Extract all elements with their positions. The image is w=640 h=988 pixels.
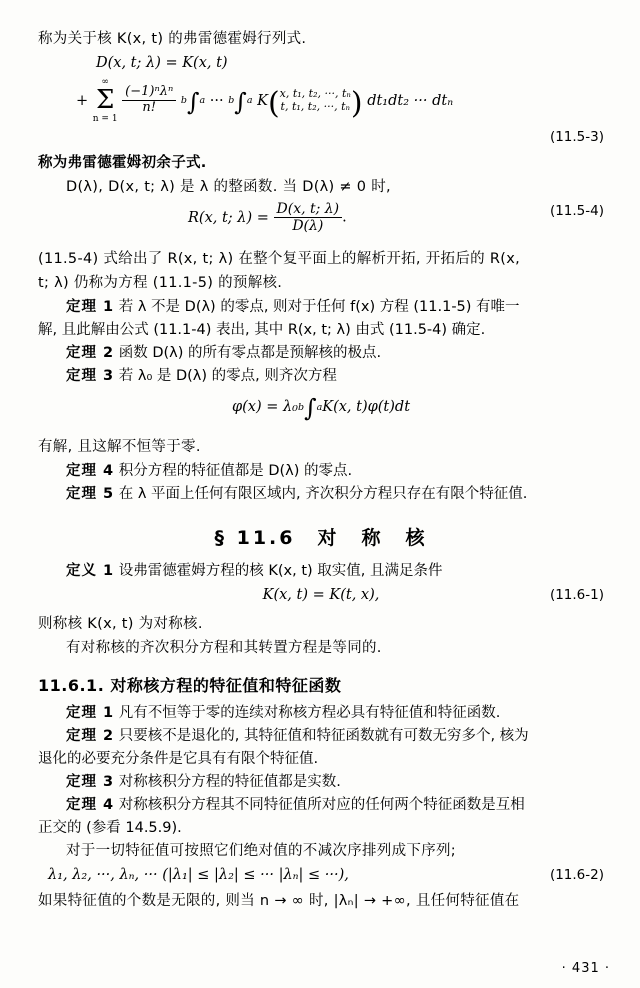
theorem-4-label: 定理 4 — [66, 463, 115, 480]
theorem-8 — [38, 771, 604, 793]
theorem-5-label: 定理 5 — [66, 486, 115, 503]
kernel-argument-matrix: x, t₁, t₂, ···, tₙ t, t₁, t₂, ···, tₙ — [279, 87, 351, 113]
equation-number-11-6-1: (11.6-1) — [549, 587, 604, 604]
theorem-7-cont: 退化的必要充分条件是它具有有限个特征值. — [38, 751, 319, 768]
text-line-3: D(λ), D(x, t; λ) 是 λ 的整函数. 当 D(λ) ≠ 0 时, — [66, 178, 391, 195]
formula-dots-1: ··· — [209, 92, 224, 109]
theorem-2 — [38, 342, 604, 364]
homogeneous-rhs: K(x, t)φ(t)dt — [322, 399, 411, 416]
left-paren: ( — [267, 85, 280, 121]
section-title: § 11.6 对 称 核 — [214, 527, 428, 550]
theorem-3 — [38, 365, 604, 387]
differential-terms: dt₁dt₂ ··· dtₙ — [367, 92, 454, 109]
theorem-7-text: 只要核不是退化的, 其特征值和特征函数就有可数无穷多个, 核为 — [118, 728, 529, 745]
text-line-2: 称为弗雷德霍姆初余子式. — [38, 154, 207, 171]
formula-11-6-2 — [38, 865, 604, 887]
text-line-7: 则称核 K(x, t) 为对称核. — [38, 616, 203, 633]
theorem-8-label: 定理 3 — [66, 774, 115, 791]
theorem-1-label: 定理 1 — [66, 299, 115, 316]
summation-symbol: Σ — [95, 85, 115, 116]
equation-number-11-5-4: (11.5-4) — [549, 202, 604, 219]
theorem-1 — [38, 296, 604, 318]
resolvent-fraction: $\frac{D(x, t; \lambda)}{D(\lambda)}$ — [274, 201, 343, 234]
theorem-1-text: 若 λ 不是 D(λ) 的零点, 则对于任何 f(x) 方程 (11.1-5) 有唯一 — [118, 299, 520, 316]
formula-plus-sign: + — [76, 92, 89, 109]
theorem-5-text: 在 λ 平面上任何有限区域内, 齐次积分方程只存在有限个特征值. — [118, 486, 528, 503]
integral-2: b — [228, 95, 235, 107]
text-line-9: 对于一切特征值可按照它们绝对值的不减次序排列成下序列; — [66, 843, 456, 860]
formula-period: . — [342, 209, 347, 226]
eigenvalue-sequence: λ₁, λ₂, ···, λₙ, ··· (|λ₁| ≤ |λ₂| ≤ ··· |λₙ| ≤ ···), — [48, 867, 349, 884]
equation-number-11-6-2: (11.6-2) — [549, 867, 604, 884]
theorem-9-cont: 正交的 (参看 14.5.9). — [38, 820, 182, 837]
text-line-8: 有对称核的齐次积分方程和其转置方程是等同的. — [66, 640, 382, 657]
text-line-10: 如果特征值的个数是无限的, 则当 n → ∞ 时, |λₙ| → +∞, 且任何特征值在 — [38, 893, 520, 910]
theorem-3-label: 定理 3 — [66, 368, 115, 385]
kernel-symbol: K — [257, 92, 268, 109]
integral-symbol-2: ∫ — [234, 87, 247, 116]
theorem-3-text: 若 λ₀ 是 D(λ) 的零点, 则齐次方程 — [118, 368, 337, 385]
integral-1: b — [180, 95, 187, 107]
subsection-title: 11.6.1. 对称核方程的特征值和特征函数 — [38, 676, 342, 696]
formula-d-definition: D(x, t; λ) = K(x, t) — [96, 55, 228, 72]
formula-11-5-4 — [38, 201, 604, 234]
formula-11-6-1 — [38, 585, 604, 607]
integral-3: b — [297, 401, 305, 413]
text-line-6: 有解, 且这解不恒等于零. — [38, 439, 201, 456]
text-line-1: 称为关于核 K(x, t) 的弗雷德霍姆行列式. — [38, 31, 307, 47]
homogeneous-lhs: φ(x) = λ₀ — [231, 399, 298, 416]
definition-1-text: 设弗雷德霍姆方程的核 K(x, t) 取实值, 且满足条件 — [118, 563, 443, 580]
page-number: · 431 · — [561, 961, 610, 976]
formula-11-5-3-line2: + ∞ Σ n = 1 $\frac{\text{(−1)ⁿλⁿ}}{n!}$ b∫a ··· b∫a K( x, t₁, t₂, ···, tₙ t, t₁, t₂, ···, tₙ ) dt₁dt₂ ··· dtₙ — [38, 78, 604, 126]
theorem-6 — [38, 702, 604, 724]
theorem-6-text: 凡有不恒等于零的连续对称核方程必具有特征值和特征函数. — [118, 705, 501, 722]
sum-limits: ∞ Σ n = 1 — [92, 76, 118, 124]
equation-number-row-11-5-3 — [38, 129, 604, 149]
theorem-9-label: 定理 4 — [66, 797, 115, 814]
page-content — [38, 28, 604, 914]
symmetry-condition: K(x, t) = K(t, x), — [262, 587, 380, 604]
theorem-2-text: 函数 D(λ) 的所有零点都是预解核的极点. — [118, 345, 382, 362]
definition-1-label: 定义 1 — [66, 563, 115, 580]
theorem-7 — [38, 725, 604, 747]
formula-homogeneous-equation: φ(x) = λ₀b∫aK(x, t)φ(t)dt — [231, 394, 411, 423]
coefficient-fraction: $\frac{\text{(−1)ⁿλⁿ}}{n!}$ — [122, 85, 176, 116]
formula-11-5-3-line1 — [38, 53, 604, 75]
equation-number-11-5-3: (11.5-3) — [549, 128, 604, 145]
theorem-4-text: 积分方程的特征值都是 D(λ) 的零点. — [118, 463, 353, 480]
right-paren: ) — [350, 85, 363, 121]
theorem-5 — [38, 483, 604, 505]
theorem-9-text: 对称核积分方程其不同特征值所对应的任何两个特征函数是互相 — [118, 797, 525, 814]
integral-symbol-3: ∫ — [304, 394, 317, 423]
theorem-9 — [38, 794, 604, 816]
theorem-7-label: 定理 2 — [66, 728, 115, 745]
theorem-1-cont: 解, 且此解由公式 (11.1-4) 表出, 其中 R(x, t; λ) 由式 (11.5-4) 确定. — [38, 322, 486, 339]
integral-symbol-1: ∫ — [186, 87, 200, 116]
text-line-4: (11.5-4) 式给出了 R(x, t; λ) 在整个复平面上的解析开拓, 开拓后的 R(x, — [38, 251, 520, 268]
theorem-6-label: 定理 1 — [66, 705, 115, 722]
theorem-2-label: 定理 2 — [66, 345, 115, 362]
theorem-4 — [38, 460, 604, 482]
text-line-5: t; λ) 仍称为方程 (11.1-5) 的预解核. — [38, 275, 283, 292]
theorem-8-text: 对称核积分方程的特征值都是实数. — [118, 774, 341, 791]
resolvent-kernel-lhs: R(x, t; λ) = — [188, 209, 269, 226]
definition-1 — [38, 560, 604, 582]
